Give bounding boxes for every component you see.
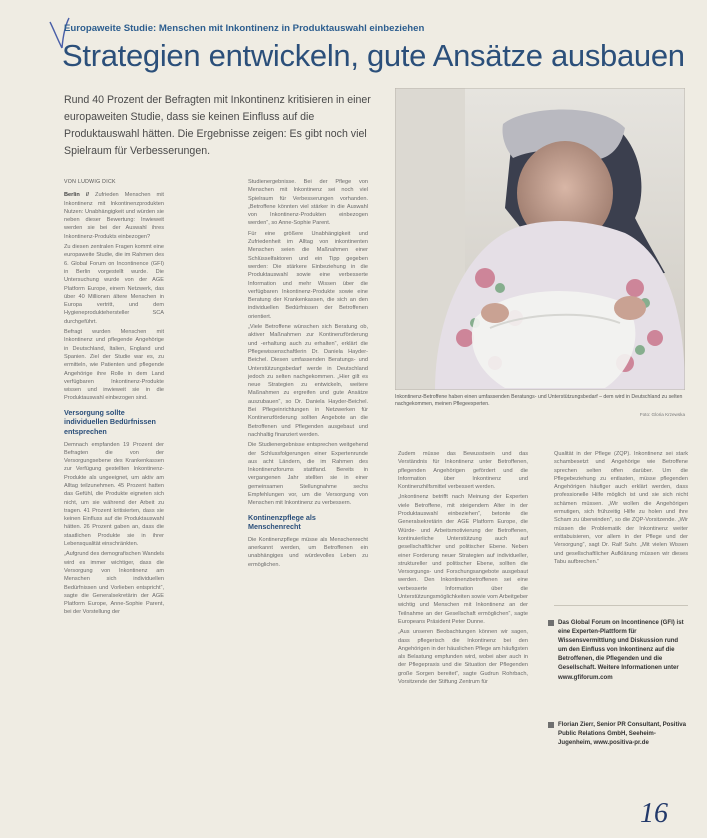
info-box-author: Florian Zierr, Senior PR Consultant, Positiva Public Relations GmbH, Seeheim-Jugenheim, www.positiva-pr.de: [558, 721, 686, 747]
author-line: VON LUDWIG DICK: [64, 179, 116, 185]
info-box-gfi: Das Global Forum on Incontinence (GFI) ist eine Experten-Plattform für Wissensvermittlung und Diskussion rund um den Einfluss von Inkontinenz auf die Betroffenen, die Pflegenden und die Gesellschaft. Weitere Informationen unter www.gfiforum.com: [558, 619, 684, 681]
paragraph: „Aufgrund des demografischen Wandels wird es immer wichtiger, dass die Versorgung von Inkontinenz am Menschen sich individuellen Bedürfnissen und Vorlieben entspricht“, sagte die Generalsekretärin der AGE Platform Europe, Anne-Sophie Parent, bei der Vorstellung der: [64, 551, 164, 616]
paragraph: Studienergebnisse. Bei der Pflege von Menschen mit Inkontinenz sei noch viel Spielraum für Verbesserungen vorhanden. „Betroffene könnten viel stärker in die Auswahl von Inkontinenz-Produkten einbezogen werden“, so Anne-Sophie Parent.: [248, 179, 368, 227]
paragraph: Die Studienergebnisse entsprechen weitgehend der Schlussfolgerungen einer Expertenrunde aus acht Ländern, die im Rahmen des Inkontinenzforums stattfand. Bereits in vergangenen Jahr stellten sie in einer gemeinsamen Stellungnahme sechs Empfehlungen vor, um die Versorgung von Menschen mit Inkontinenz zu verbessern.: [248, 442, 368, 507]
column-2: [248, 178, 368, 838]
paragraph: Die Kontinenzpflege müsse als Menschenrecht anerkannt werden, um Betroffenen ein unabhängiges und würdevolles Leben zu ermöglichen.: [248, 536, 368, 568]
paragraph: [64, 191, 164, 241]
paragraph: Demnach empfanden 19 Prozent der Befragten die von der Versorgungsebene des Krankenkassen zur Verfügung gestellten Inkontinenz-Produkte als ungeeignet, um aktiv am Alltag teilzunehmen. 45 Prozent hatten das Gefühl, die Produkte eigneten sich nicht, um sie während der Arbeit zu tragen. 41 Prozent kritisierten, dass sie keinen Einfluss auf die Produktauswahl hätten. 26 Prozent gaben an, dass die staatlichen Produkte sie in ihrer Lebensqualität einschränkten.: [64, 441, 164, 548]
elderly-woman-photo-illustration: [395, 88, 685, 390]
paragraph: „Aus unseren Beobachtungen können wir sagen, dass pflegerisch die Inkontinenz bei den Angehörigen in der häuslichen Pflege am häufigsten als Belastung empfunden wird, wobei aber auch in der Pflegepraxis und die Situation der Pflegenden große Sorgen bereitet“, sagte Gudrun Rohrbach, Vorsitzende der Stiftung Zentrum für: [398, 629, 528, 686]
paragraph: Für eine größere Unabhängigkeit und Zufriedenheit im Alltag von inkontinenten Menschen seien die Maßnahmen einer Schlüsselfaktoren und ein Tipp gegeben werden: Die stärkere Einbeziehung in die Produktauswahl sowie eine verbesserte Information und mehr Wissen über die verfügbaren Inkontinenz-Produkte sowie eine Beratung der Krankenkassen, die sich an den individuellen Bedürfnissen der Betroffenen orientiert.: [248, 230, 368, 320]
photo-credit: Foto: Gloria Krzewska: [639, 412, 685, 417]
info-square-icon: [548, 722, 554, 728]
handwritten-page-number: 16: [640, 798, 668, 829]
photo-caption: Inkontinenz-Betroffene haben einen umfassenden Beratungs- und Unterstützungsbedarf – dem wird in Deutschland zu selten nachgekommen, meinen Pflegeexperten.: [395, 394, 683, 407]
headline: Strategien entwickeln, gute Ansätze ausbauen: [62, 38, 685, 73]
paragraph: Zu diesen zentralen Fragen kommt eine europaweite Studie, die im Rahmen des 6. Global Forum on Incontinence (GFI) in Berlin vorgestellt wurde. Die Untersuchung wurde von der AGE Platform Europe, einem Netzwerk, das über 40 Millionen ältere Menschen in Europa vertritt, und dem Hygieneproduktehersteller SCA durchgeführt.: [64, 244, 164, 325]
dateline: Berlin //: [64, 192, 89, 199]
paragraph: Qualität in der Pflege (ZQP). Inkontinenz sei stark schambesetzt und Angehörige wie Betroffene sprechen selten offen darüber. Um die Pflegebeziehung zu entlasten, müsse pflegenden Angehörigen häufiger auch erklärt werden, dass professionelle Hilfe möglich ist und sie sich nicht schämen müssen. „Wir wollen die Angehörigen ermutigen, sich frühzeitig Hilfe zu holen und ihre Scham zu überwinden“, so die ZQP-Vorsitzende. „Wir müssen die Problematik der Inkontinenz weiter enttabuisieren, vor allem in der Pflege und der Versorgung“, sagt Dr. Ralf Suhr. „Mit vielen Wissen und gesellschaftlicher Aufklärung müssen wir dieses Tabu aufbrechen.“: [554, 451, 688, 565]
subheading: Versorgung sollte individuellen Bedürfnissen entsprechen: [64, 407, 156, 436]
info-square-icon: [548, 620, 554, 626]
column-1: [64, 178, 164, 838]
paragraph: Zudem müsse das Bewusstsein und das Verständnis für Inkontinenz unter Betroffenen, pflegenden Angehörigen gefördert und die Information über Inkontinenz und Kontinenzhilfsmittel verbessert werden.: [398, 451, 528, 491]
subheading: Kontinenzpflege als Menschenrecht: [248, 512, 316, 532]
paragraph: „Viele Betroffene wünschen sich Beratung ob, aktiver Maßnahmen zur Kontinenzförderung und -erhaltung auch zu erhalten“, erklärt die Pflegewissenschaftlerin Dr. Daniela Hayder-Beichel. Diesen umfassenden Beratungs- und Unterstützungsbedarf werde in Deutschland jedoch zu selten nachgekommen. „Hier gilt es neue Strategien zu entwickeln, weitere Maßnahmen zu ergreifen und gute Ansätze auszubauen“, so Dr. Daniela Hayder-Beichel. Bei Pflegeinrichtungen in Netzwerken für Kontinenzförderung sollten Angebote an die Betroffenen und Pflegenden ausgebaut und nachhaltig finanziert werden.: [248, 324, 368, 438]
divider: [554, 605, 688, 606]
paragraph: „Inkontinenz betrifft nach Meinung der Experten viele Betroffene, mit steigendem Alter in der Produktauswahl einbeziehen“, betonte die Generalsekretärin der AGE Platform Europe, die Würde- und Arbeitsmotivierung der Betroffenen, kontinuierliche Unterstützung auch auf gesellschaftlicher und politischer Ebene. Neben einer Forderung neuer Strategien auf individueller, struktureller und politischer Ebene, sollten die Versorgungs- und Forschungsangebote ausgebaut werden. Den Inkontinenzbetroffenen sei eine verbesserte Information über die Unterstützungsmöglichkeiten sowie vom Arbeitgeber wichtig und Menschen mit Inkontinenz an der Teilnahme an der Gesellschaft ermöglichen“, sagte Europeans Präsident Peter Dunne.: [398, 494, 528, 625]
article-photo: [395, 88, 685, 390]
rubric-line: Europaweite Studie: Menschen mit Inkontinenz in Produktauswahl einbeziehen: [64, 23, 425, 34]
paragraph-text: Zufrieden Menschen mit Inkontinenz mit Inkontinenzprodukten Nutzen: Unabhängigkeit und würden sie neben dieser Bewertung: Inwieweit werden sie bei der Auswahl ihres Inkontinenz-Produkts einbezogen?: [64, 192, 164, 240]
paragraph: Befragt wurden Menschen mit Inkontinenz und pflegende Angehörige in Deutschland, Italien, England und Spanien. Ziel der Studie war es, zu ermitteln, wie Patienten und pflegende Angehörige ihre Rolle in dem Land verfügbaren Inkontinenz-Produkte wissen und inwieweit sie in die Produktauswahl einbezogen sind.: [64, 329, 164, 402]
column-3: [398, 450, 528, 838]
lead-paragraph: Rund 40 Prozent der Befragten mit Inkontinenz kritisieren in einer europaweiten Studie, dass sie keinen Einfluss auf die Produktauswahl hätten. Die Ergebnisse zeigen: Es gibt noch viel Spielraum für Verbesserungen.: [64, 94, 371, 157]
column-4: [554, 450, 688, 600]
